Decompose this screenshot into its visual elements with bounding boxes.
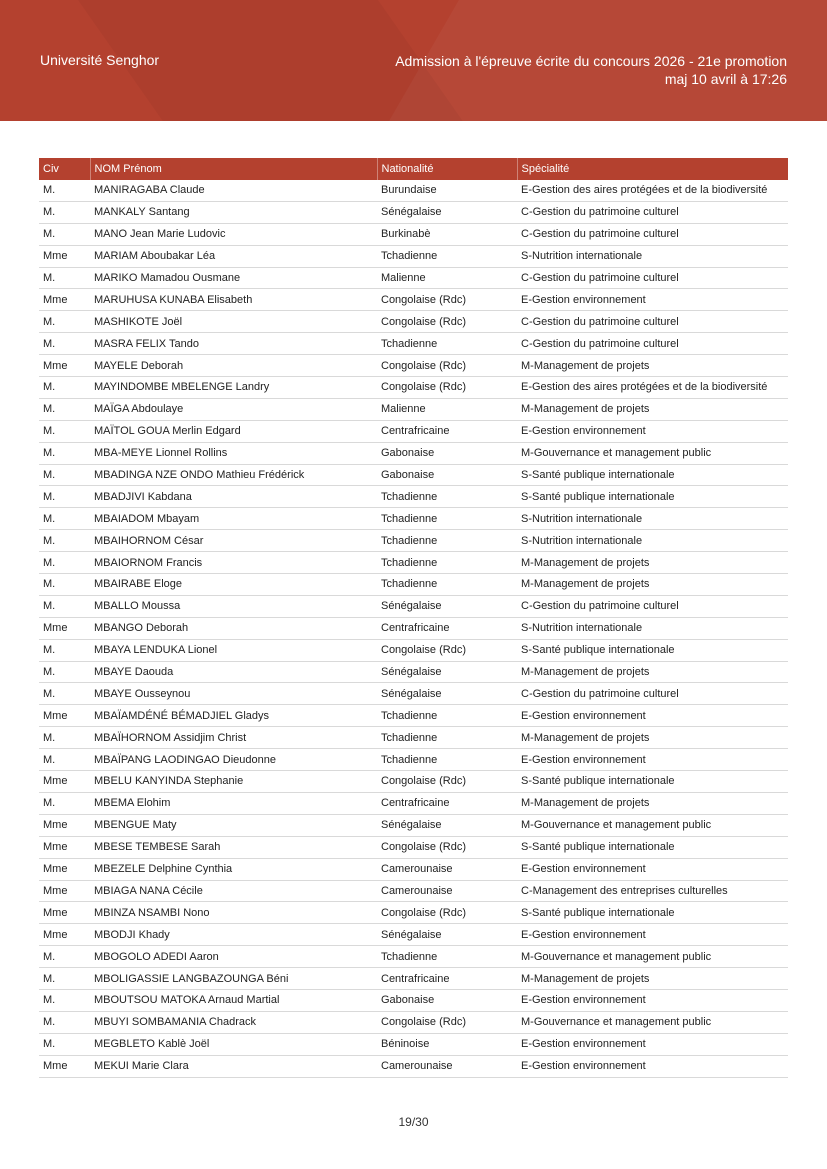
cell-name: MBINZA NSAMBI Nono <box>90 902 377 924</box>
cell-civ: M. <box>39 508 90 530</box>
cell-name: MAYINDOMBE MBELENGE Landry <box>90 377 377 399</box>
cell-speciality: S-Nutrition internationale <box>517 245 788 267</box>
table-row <box>39 1011 788 1033</box>
cell-name: MANO Jean Marie Ludovic <box>90 223 377 245</box>
cell-name: MEKUI Marie Clara <box>90 1055 377 1077</box>
cell-civ: M. <box>39 683 90 705</box>
table-row <box>39 595 788 617</box>
cell-civ: M. <box>39 661 90 683</box>
cell-name: MBADINGA NZE ONDO Mathieu Frédérick <box>90 464 377 486</box>
cell-civ: M. <box>39 530 90 552</box>
column-header-civ: Civ <box>39 158 90 180</box>
table-row <box>39 267 788 289</box>
cell-speciality: M-Gouvernance et management public <box>517 814 788 836</box>
document-title <box>395 52 787 88</box>
cell-name: MBIAGA NANA Cécile <box>90 880 377 902</box>
cell-speciality: S-Santé publique internationale <box>517 836 788 858</box>
page-header <box>0 0 827 121</box>
cell-nationality: Tchadienne <box>377 946 517 968</box>
table-row <box>39 946 788 968</box>
cell-civ: M. <box>39 1011 90 1033</box>
cell-speciality: C-Gestion du patrimoine culturel <box>517 223 788 245</box>
table-row <box>39 792 788 814</box>
table-row <box>39 814 788 836</box>
cell-nationality: Congolaise (Rdc) <box>377 902 517 924</box>
cell-speciality: M-Management de projets <box>517 552 788 574</box>
cell-name: MBENGUE Maty <box>90 814 377 836</box>
table-row <box>39 574 788 596</box>
cell-nationality: Congolaise (Rdc) <box>377 1011 517 1033</box>
cell-name: MBEMA Elohim <box>90 792 377 814</box>
cell-nationality: Tchadienne <box>377 574 517 596</box>
cell-name: MARIAM Aboubakar Léa <box>90 245 377 267</box>
cell-name: MASRA FELIX Tando <box>90 333 377 355</box>
cell-speciality: M-Gouvernance et management public <box>517 442 788 464</box>
table-body <box>39 180 788 1077</box>
table-row <box>39 201 788 223</box>
cell-nationality: Tchadienne <box>377 245 517 267</box>
cell-civ: M. <box>39 989 90 1011</box>
cell-name: MBAIADOM Mbayam <box>90 508 377 530</box>
cell-nationality: Sénégalaise <box>377 683 517 705</box>
table-row <box>39 639 788 661</box>
cell-nationality: Burkinabè <box>377 223 517 245</box>
cell-civ: M. <box>39 180 90 201</box>
cell-nationality: Sénégalaise <box>377 201 517 223</box>
cell-name: MARUHUSA KUNABA Elisabeth <box>90 289 377 311</box>
cell-name: MBEZELE Delphine Cynthia <box>90 858 377 880</box>
table-row <box>39 508 788 530</box>
cell-speciality: S-Nutrition internationale <box>517 617 788 639</box>
cell-civ: Mme <box>39 814 90 836</box>
cell-nationality: Tchadienne <box>377 486 517 508</box>
cell-civ: M. <box>39 574 90 596</box>
cell-civ: M. <box>39 1033 90 1055</box>
cell-name: MBODJI Khady <box>90 924 377 946</box>
cell-speciality: M-Management de projets <box>517 398 788 420</box>
cell-nationality: Gabonaise <box>377 442 517 464</box>
table-row <box>39 1033 788 1055</box>
cell-civ: M. <box>39 639 90 661</box>
cell-civ: M. <box>39 267 90 289</box>
cell-civ: M. <box>39 377 90 399</box>
table-row <box>39 902 788 924</box>
table-row <box>39 311 788 333</box>
cell-nationality: Sénégalaise <box>377 924 517 946</box>
cell-civ: M. <box>39 792 90 814</box>
cell-nationality: Congolaise (Rdc) <box>377 377 517 399</box>
cell-name: MBA-MEYE Lionnel Rollins <box>90 442 377 464</box>
cell-civ: M. <box>39 968 90 990</box>
cell-name: MBOUTSOU MATOKA Arnaud Martial <box>90 989 377 1011</box>
cell-speciality: S-Nutrition internationale <box>517 508 788 530</box>
table-row <box>39 968 788 990</box>
cell-name: MBESE TEMBESE Sarah <box>90 836 377 858</box>
cell-speciality: E-Gestion environnement <box>517 289 788 311</box>
cell-name: MBAYA LENDUKA Lionel <box>90 639 377 661</box>
cell-civ: M. <box>39 223 90 245</box>
cell-nationality: Congolaise (Rdc) <box>377 639 517 661</box>
table-row <box>39 1055 788 1077</box>
cell-nationality: Sénégalaise <box>377 595 517 617</box>
cell-speciality: S-Santé publique internationale <box>517 486 788 508</box>
cell-nationality: Tchadienne <box>377 333 517 355</box>
cell-name: MBAYE Daouda <box>90 661 377 683</box>
cell-civ: Mme <box>39 924 90 946</box>
cell-name: MBOLIGASSIE LANGBAZOUNGA Béni <box>90 968 377 990</box>
cell-nationality: Burundaise <box>377 180 517 201</box>
cell-nationality: Tchadienne <box>377 530 517 552</box>
cell-civ: Mme <box>39 836 90 858</box>
cell-nationality: Tchadienne <box>377 552 517 574</box>
cell-civ: M. <box>39 398 90 420</box>
cell-name: MBAIORNOM Francis <box>90 552 377 574</box>
table-row <box>39 683 788 705</box>
cell-civ: M. <box>39 311 90 333</box>
cell-speciality: S-Santé publique internationale <box>517 902 788 924</box>
cell-name: MBAÏPANG LAODINGAO Dieudonne <box>90 749 377 771</box>
cell-name: MANKALY Santang <box>90 201 377 223</box>
cell-speciality: C-Gestion du patrimoine culturel <box>517 683 788 705</box>
table-row <box>39 924 788 946</box>
column-header-speciality: Spécialité <box>517 158 788 180</box>
cell-speciality: M-Gouvernance et management public <box>517 1011 788 1033</box>
table-row <box>39 180 788 201</box>
cell-nationality: Gabonaise <box>377 989 517 1011</box>
cell-nationality: Centrafricaine <box>377 792 517 814</box>
cell-civ: Mme <box>39 355 90 377</box>
column-header-name: NOM Prénom <box>90 158 377 180</box>
cell-name: MBOGOLO ADEDI Aaron <box>90 946 377 968</box>
cell-speciality: E-Gestion environnement <box>517 1033 788 1055</box>
cell-name: MBAYE Ousseynou <box>90 683 377 705</box>
cell-name: MBANGO Deborah <box>90 617 377 639</box>
table-header-row <box>39 158 788 180</box>
cell-nationality: Centrafricaine <box>377 968 517 990</box>
cell-name: MAÏGA Abdoulaye <box>90 398 377 420</box>
title-line: Admission à l'épreuve écrite du concours 2026 - 21e promotion <box>395 53 787 69</box>
cell-speciality: M-Management de projets <box>517 574 788 596</box>
cell-civ: M. <box>39 464 90 486</box>
page-number: 19/30 <box>398 1115 429 1129</box>
cell-speciality: E-Gestion environnement <box>517 989 788 1011</box>
cell-nationality: Centrafricaine <box>377 420 517 442</box>
table-row <box>39 377 788 399</box>
cell-civ: M. <box>39 749 90 771</box>
cell-speciality: M-Management de projets <box>517 792 788 814</box>
cell-speciality: S-Santé publique internationale <box>517 464 788 486</box>
table-row <box>39 420 788 442</box>
cell-speciality: C-Gestion du patrimoine culturel <box>517 311 788 333</box>
admission-table <box>39 158 788 1078</box>
cell-speciality: S-Santé publique internationale <box>517 771 788 793</box>
cell-name: MBADJIVI Kabdana <box>90 486 377 508</box>
cell-speciality: M-Management de projets <box>517 968 788 990</box>
table-row <box>39 617 788 639</box>
cell-civ: Mme <box>39 245 90 267</box>
cell-nationality: Camerounaise <box>377 880 517 902</box>
table-row <box>39 530 788 552</box>
table-row <box>39 836 788 858</box>
table-row <box>39 289 788 311</box>
cell-speciality: S-Nutrition internationale <box>517 530 788 552</box>
cell-name: MBAÏAMDÉNÉ BÉMADJIEL Gladys <box>90 705 377 727</box>
cell-civ: Mme <box>39 858 90 880</box>
cell-civ: M. <box>39 486 90 508</box>
cell-nationality: Tchadienne <box>377 749 517 771</box>
table-row <box>39 398 788 420</box>
cell-civ: Mme <box>39 902 90 924</box>
cell-civ: M. <box>39 595 90 617</box>
table-row <box>39 880 788 902</box>
cell-speciality: E-Gestion environnement <box>517 924 788 946</box>
cell-name: MASHIKOTE Joël <box>90 311 377 333</box>
cell-name: MARIKO Mamadou Ousmane <box>90 267 377 289</box>
cell-civ: M. <box>39 333 90 355</box>
cell-civ: M. <box>39 442 90 464</box>
table-row <box>39 771 788 793</box>
cell-nationality: Congolaise (Rdc) <box>377 289 517 311</box>
cell-speciality: S-Santé publique internationale <box>517 639 788 661</box>
cell-name: MEGBLETO Kablè Joël <box>90 1033 377 1055</box>
table-row <box>39 486 788 508</box>
cell-nationality: Tchadienne <box>377 727 517 749</box>
brand-name: Université Senghor <box>40 52 160 68</box>
table-row <box>39 661 788 683</box>
cell-nationality: Camerounaise <box>377 1055 517 1077</box>
cell-nationality: Malienne <box>377 267 517 289</box>
cell-nationality: Tchadienne <box>377 508 517 530</box>
cell-civ: M. <box>39 420 90 442</box>
table-row <box>39 858 788 880</box>
cell-civ: M. <box>39 201 90 223</box>
cell-name: MBALLO Moussa <box>90 595 377 617</box>
cell-name: MBAIHORNOM César <box>90 530 377 552</box>
cell-name: MBELU KANYINDA Stephanie <box>90 771 377 793</box>
table-row <box>39 989 788 1011</box>
table-row <box>39 464 788 486</box>
cell-nationality: Sénégalaise <box>377 814 517 836</box>
cell-speciality: M-Management de projets <box>517 727 788 749</box>
cell-name: MBAÏHORNOM Assidjim Christ <box>90 727 377 749</box>
cell-speciality: C-Gestion du patrimoine culturel <box>517 267 788 289</box>
cell-civ: M. <box>39 727 90 749</box>
cell-speciality: E-Gestion environnement <box>517 749 788 771</box>
cell-nationality: Congolaise (Rdc) <box>377 311 517 333</box>
cell-civ: Mme <box>39 289 90 311</box>
table-row <box>39 223 788 245</box>
cell-name: MAYELE Deborah <box>90 355 377 377</box>
cell-civ: Mme <box>39 617 90 639</box>
cell-nationality: Gabonaise <box>377 464 517 486</box>
cell-nationality: Centrafricaine <box>377 617 517 639</box>
table-row <box>39 749 788 771</box>
cell-civ: Mme <box>39 880 90 902</box>
cell-nationality: Sénégalaise <box>377 661 517 683</box>
update-date: maj 10 avril à 17:26 <box>664 71 787 87</box>
cell-speciality: M-Management de projets <box>517 661 788 683</box>
cell-speciality: C-Gestion du patrimoine culturel <box>517 333 788 355</box>
cell-speciality: E-Gestion environnement <box>517 1055 788 1077</box>
table-row <box>39 355 788 377</box>
cell-nationality: Congolaise (Rdc) <box>377 836 517 858</box>
table-row <box>39 727 788 749</box>
cell-speciality: E-Gestion environnement <box>517 705 788 727</box>
cell-speciality: E-Gestion environnement <box>517 858 788 880</box>
cell-speciality: C-Gestion du patrimoine culturel <box>517 201 788 223</box>
cell-nationality: Tchadienne <box>377 705 517 727</box>
table-row <box>39 552 788 574</box>
cell-speciality: C-Management des entreprises culturelles <box>517 880 788 902</box>
cell-nationality: Malienne <box>377 398 517 420</box>
cell-name: MAÏTOL GOUA Merlin Edgard <box>90 420 377 442</box>
cell-speciality: E-Gestion des aires protégées et de la biodiversité <box>517 377 788 399</box>
cell-nationality: Camerounaise <box>377 858 517 880</box>
table-row <box>39 245 788 267</box>
cell-civ: M. <box>39 946 90 968</box>
cell-speciality: E-Gestion environnement <box>517 420 788 442</box>
cell-speciality: C-Gestion du patrimoine culturel <box>517 595 788 617</box>
table-row <box>39 705 788 727</box>
cell-civ: Mme <box>39 771 90 793</box>
cell-speciality: E-Gestion des aires protégées et de la biodiversité <box>517 180 788 201</box>
table-row <box>39 333 788 355</box>
cell-nationality: Béninoise <box>377 1033 517 1055</box>
cell-nationality: Congolaise (Rdc) <box>377 771 517 793</box>
cell-speciality: M-Management de projets <box>517 355 788 377</box>
cell-speciality: M-Gouvernance et management public <box>517 946 788 968</box>
table-row <box>39 442 788 464</box>
column-header-nationality: Nationalité <box>377 158 517 180</box>
cell-name: MANIRAGABA Claude <box>90 180 377 201</box>
cell-nationality: Congolaise (Rdc) <box>377 355 517 377</box>
cell-civ: M. <box>39 552 90 574</box>
cell-civ: Mme <box>39 1055 90 1077</box>
cell-name: MBAIRABE Eloge <box>90 574 377 596</box>
cell-name: MBUYI SOMBAMANIA Chadrack <box>90 1011 377 1033</box>
cell-civ: Mme <box>39 705 90 727</box>
